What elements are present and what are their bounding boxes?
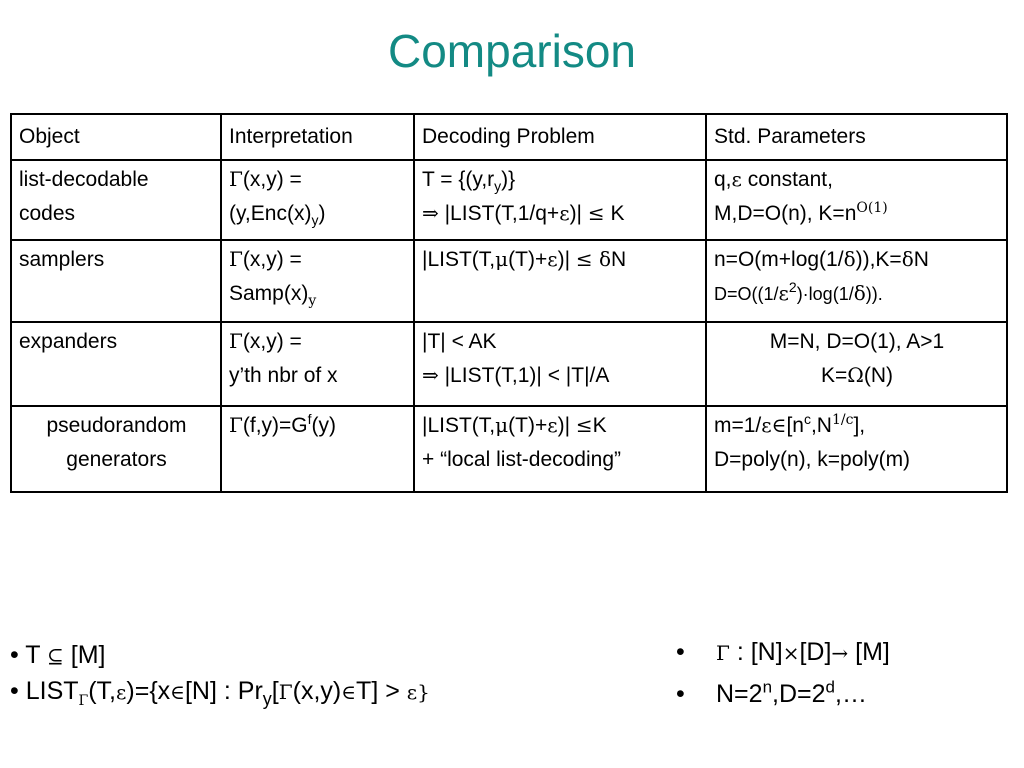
bullets-right (676, 634, 890, 712)
omega-symbol: Ω (847, 362, 864, 387)
interp-subscript: y (311, 211, 319, 228)
delta-symbol: δ (843, 247, 856, 271)
object-line: codes (19, 201, 76, 225)
param-text: D=O((1/ (714, 283, 779, 304)
cell-object (11, 406, 221, 492)
cell-parameters (706, 240, 1007, 322)
bullet-icon: • (10, 641, 19, 669)
gamma-symbol: Γ (229, 413, 243, 437)
comparison-table (10, 113, 1008, 493)
leq-symbol: ≤ (575, 413, 593, 437)
cell-decoding (414, 160, 706, 240)
cell-interpretation (221, 406, 414, 492)
table-row (11, 322, 1007, 406)
leq-symbol: ≤ (587, 200, 605, 225)
epsilon-symbol: ε (116, 680, 127, 704)
epsilon-in-symbol: ε∈ (761, 413, 787, 437)
param-text: D=poly(n), k=poly(m) (714, 447, 911, 471)
decode-text: |LIST(T, (422, 248, 496, 271)
bullet-item (676, 676, 890, 712)
subseteq-symbol: ⊆ (47, 644, 64, 668)
decode-text: K (592, 414, 607, 437)
bullet-text: N=2 (716, 680, 763, 708)
cell-parameters (706, 406, 1007, 492)
param-text: (N) (863, 363, 894, 387)
gamma-symbol: Γ (716, 641, 730, 665)
interp-text: (y) (311, 414, 337, 437)
bullets-left (10, 637, 430, 709)
param-text: M,D=O(n), K=n (714, 201, 857, 225)
decode-text: )} (501, 168, 516, 191)
header-decoding-problem: Decoding Problem (414, 114, 706, 160)
bullet-superscript: n (762, 677, 773, 697)
bullet-superscript: d (825, 677, 836, 697)
object-line: expanders (19, 330, 118, 353)
bullet-item (676, 634, 890, 670)
param-text: q, (714, 168, 732, 191)
gamma-symbol: Γ (229, 247, 243, 271)
mu-symbol: μ (495, 413, 509, 437)
decode-text: |T| < AK (422, 330, 497, 353)
epsilon-symbol: ε (547, 247, 558, 271)
header-object: Object (11, 114, 221, 160)
implies-symbol: ⇒ (422, 200, 439, 225)
interp-subscript: y (308, 292, 317, 309)
param-superscript: 2 (788, 278, 797, 295)
interp-text: y’th nbr of x (229, 363, 338, 387)
bullet-text: LIST (25, 677, 79, 705)
bullet-text: )={x (126, 677, 171, 705)
decode-text: (T)+ (508, 248, 548, 271)
decode-text: K (604, 201, 625, 225)
param-text: N (913, 248, 929, 271)
decode-text: + “local list-decoding” (422, 447, 622, 471)
bullet-text: [M] (63, 641, 106, 669)
table-row (11, 160, 1007, 240)
bullet-icon: • (10, 677, 19, 705)
cell-decoding (414, 322, 706, 406)
epsilon-symbol: ε} (406, 680, 430, 704)
object-line: pseudorandom (46, 414, 187, 437)
cell-decoding (414, 240, 706, 322)
bullet-text: [M] (848, 638, 890, 666)
param-text: M=N, D=O(1), A>1 (769, 330, 945, 353)
interp-text: (y,Enc(x) (229, 201, 312, 225)
epsilon-symbol: ε (731, 167, 742, 191)
interp-text: (x,y) = (242, 248, 302, 271)
implies-symbol: ⇒ (422, 362, 439, 387)
bullet-text: [D] (799, 638, 832, 666)
gamma-subscript: Γ (78, 693, 89, 709)
mu-symbol: μ (495, 247, 509, 271)
param-superscript: c (803, 411, 811, 427)
leq-delta-symbol: ≤ δ (575, 247, 612, 271)
cell-parameters (706, 160, 1007, 240)
param-superscript: 1/c (831, 412, 854, 428)
bullet-icon: • (676, 680, 685, 708)
cell-decoding (414, 406, 706, 492)
arrow-right-icon: → (831, 641, 849, 665)
bullet-text: : [N] (729, 638, 783, 666)
param-text: [n (786, 414, 804, 437)
param-text: )),K= (855, 248, 902, 271)
times-symbol: × (782, 641, 800, 665)
table-row (11, 240, 1007, 322)
decode-text: )| (557, 248, 576, 271)
decode-text: T = {(y,r (422, 168, 495, 191)
gamma-symbol: Γ (229, 329, 243, 353)
delta-symbol: δ (853, 280, 866, 305)
decode-text: |LIST(T, (422, 414, 496, 437)
param-text: m=1/ (714, 414, 762, 437)
cell-interpretation (221, 240, 414, 322)
interp-text: (x,y) = (242, 330, 302, 353)
bullet-text: (T, (88, 677, 117, 705)
param-text: n=O(m+log(1/ (714, 248, 844, 271)
delta-symbol: δ (901, 247, 914, 271)
page-title: Comparison (388, 25, 636, 77)
table-header-row (11, 114, 1007, 160)
param-text: )). (865, 283, 883, 304)
bullet-text: ,D=2 (772, 680, 826, 708)
decode-text: )| (569, 201, 588, 225)
decode-subscript: y (494, 178, 502, 195)
interp-superscript: f (307, 411, 312, 427)
gamma-symbol: Γ (278, 680, 293, 704)
bullet-text: [ (271, 677, 279, 705)
bullet-text: (x,y) (292, 677, 342, 705)
object-line: samplers (19, 248, 105, 271)
cell-object (11, 322, 221, 406)
param-text: constant, (741, 168, 833, 191)
in-symbol: ∈ (170, 680, 185, 704)
decode-text: |LIST(T,1)| < |T|/A (438, 363, 610, 387)
epsilon-symbol: ε (559, 200, 570, 225)
interp-text: (f,y)=G (242, 414, 308, 437)
in-symbol: ∈ (341, 680, 357, 704)
param-superscript: O(1) (856, 199, 888, 216)
decode-text: )| (557, 414, 576, 437)
decode-text: N (611, 248, 627, 271)
bullet-text: T] > (356, 677, 407, 705)
cell-object (11, 160, 221, 240)
cell-parameters (706, 322, 1007, 406)
interp-text: ) (318, 201, 326, 225)
param-text: K= (820, 363, 848, 387)
cell-interpretation (221, 322, 414, 406)
interp-text: Samp(x) (229, 281, 309, 305)
epsilon-symbol: ε (547, 413, 558, 437)
bullet-icon: • (676, 638, 685, 666)
decode-text: |LIST(T,1/q+ (438, 201, 560, 225)
table-row (11, 406, 1007, 492)
header-std-parameters: Std. Parameters (706, 114, 1007, 160)
param-text: )·log(1/ (796, 283, 854, 304)
bullet-text: ,… (835, 680, 867, 708)
bullet-item (10, 637, 430, 673)
bullet-text: [N] : Pr (184, 677, 263, 705)
bullet-item (10, 673, 430, 709)
object-line: list-decodable (19, 168, 149, 191)
epsilon-symbol: ε (778, 280, 789, 305)
bullet-subscript: y (262, 689, 272, 709)
decode-text: (T)+ (508, 414, 548, 437)
param-text: ], (853, 414, 866, 437)
param-text: ,N (810, 414, 832, 437)
bullet-text: T (25, 641, 48, 669)
gamma-symbol: Γ (229, 167, 243, 191)
object-line: generators (66, 447, 167, 471)
cell-object (11, 240, 221, 322)
header-interpretation: Interpretation (221, 114, 414, 160)
interp-text: (x,y) = (242, 168, 302, 191)
cell-interpretation (221, 160, 414, 240)
